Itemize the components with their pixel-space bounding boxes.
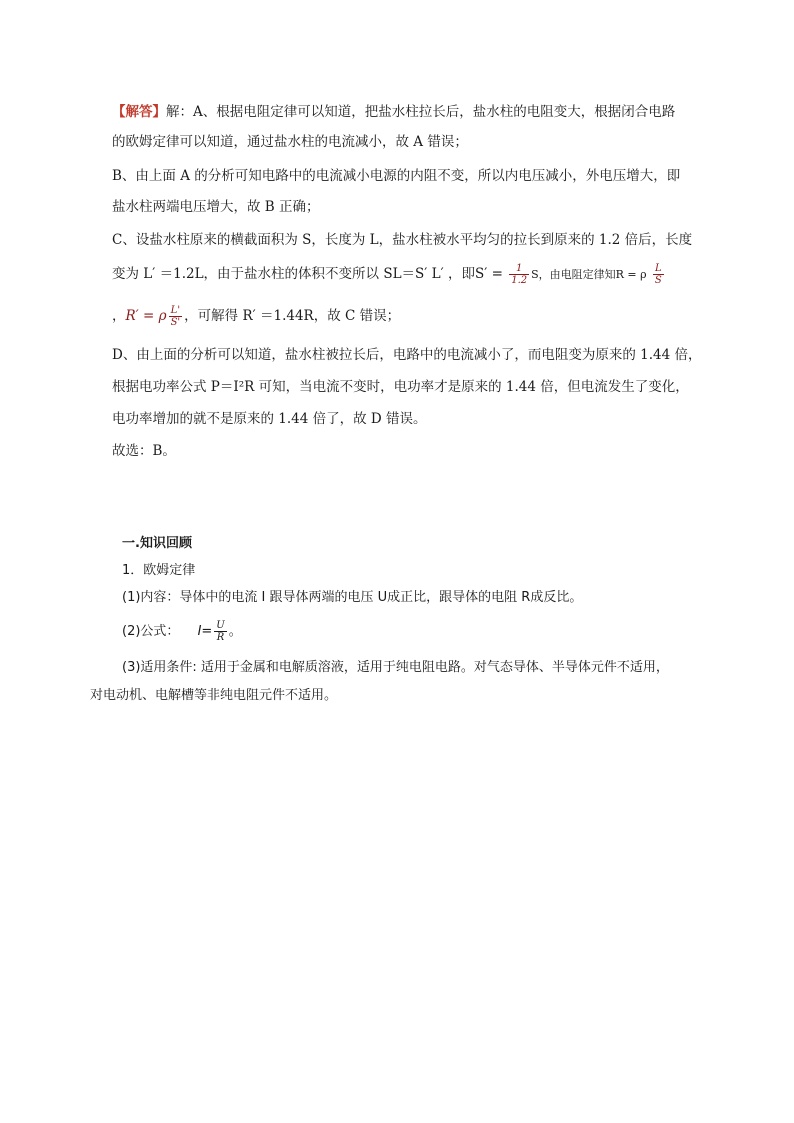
fraction-L-over-S: $\frac{L}{S}$ <box>654 263 662 286</box>
review-content: (1)内容：导体中的电流 I 跟导体两端的电压 U成正比，跟导体的电阻 R成反比。 <box>122 590 583 605</box>
section-heading: 一.知识回顾 <box>122 536 192 551</box>
answer-line-2: 的欧姆定律可以知道，通过盐水柱的电流减小，故 A 错误； <box>112 134 468 150</box>
answer-line-9: 根据电功率公式 P＝I²R 可知，当电流不变时，电功率才是原来的 1.44 倍，但电流发生了变化， <box>112 379 689 395</box>
review-condition-1: (3)适用条件: 适用于金属和电解质溶液，适用于纯电阻电路。对气态导体、半导体元件不适用， <box>122 660 669 675</box>
fraction-U-over-R: $\frac{U}{R}$ <box>216 620 225 643</box>
answer-line-11: 故选：B。 <box>112 443 176 459</box>
review-formula: (2)公式： I= $\frac{U}{R}$ 。 <box>122 620 242 643</box>
answer-line-7: ，R′ = ρ $\frac{L'}{S'}$ ，可解得 R′ ＝1.44R，故 C 错误； <box>112 305 401 328</box>
resistance-formula: R′ = ρ <box>125 308 167 324</box>
answer-line-5: C、设盐水柱原来的横截面积为 S，长度为 L，盐水柱被水平均匀的拉长到原来的 1.2 倍后，长度 <box>112 232 693 248</box>
review-item-1: 1．欧姆定律 <box>122 563 196 578</box>
answer-line-6: 变为 L′ ＝1.2L，由于盐水柱的体积不变所以 SL＝S′ L′ ，即S′ = $\frac{1}{1.2}$ S，由电阻定律知R = ρ $\frac{L}{S}$ <box>112 263 662 286</box>
answer-line-8: D、由上面的分析可以知道，盐水柱被拉长后，电路中的电流减小了，而电阻变为原来的 1.44 倍， <box>112 347 702 363</box>
review-condition-2: 对电动机、电解槽等非纯电阻元件不适用。 <box>90 688 338 703</box>
answer-line-1: 【解答】解：A、根据电阻定律可以知道，把盐水柱拉长后，盐水柱的电阻变大，根据闭合电路 <box>112 104 676 120</box>
answer-line-10: 电功率增加的就不是原来的 1.44 倍了，故 D 错误。 <box>112 411 427 427</box>
answer-line-4: 盐水柱两端电压增大，故 B 正确； <box>112 199 320 215</box>
fraction-Lp-over-Sp: $\frac{L'}{S'}$ <box>170 305 181 328</box>
answer-tag: 【解答】 <box>112 104 166 120</box>
fraction-1-over-1.2: $\frac{1}{1.2}$ <box>511 263 528 286</box>
answer-line-3: B、由上面 A 的分析可知电路中的电流减小电源的内阻不变，所以内电压减小，外电压增大，即 <box>112 168 681 184</box>
